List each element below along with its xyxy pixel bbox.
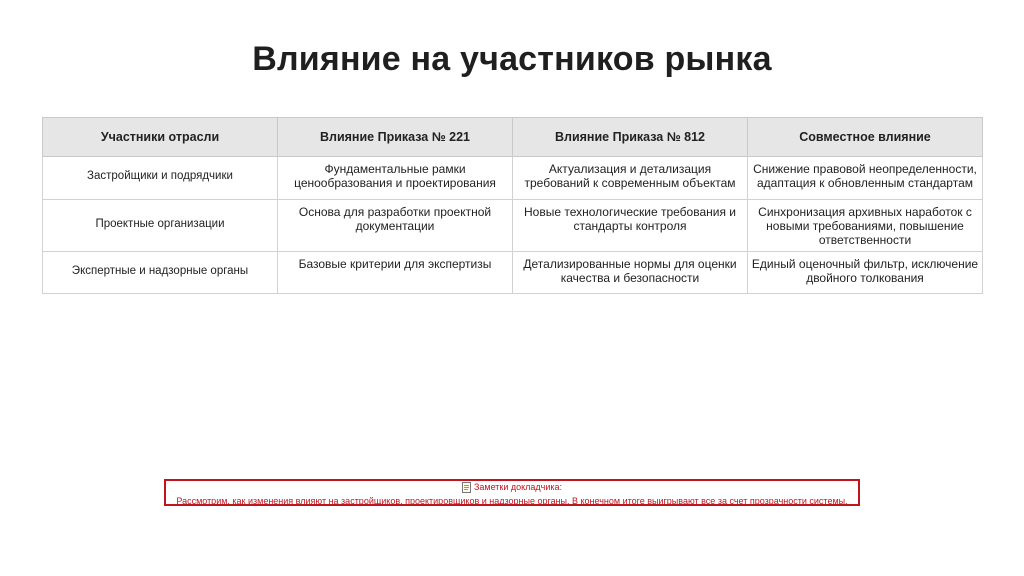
speaker-notes-text: Рассмотрим, как изменения влияют на застройщиков, проектировщиков и надзорные органы. В конечном итоге выигрывают все за счет прозрачности системы. xyxy=(176,496,848,506)
table-cell: Снижение правовой неопределенности, адаптация к обновленным стандартам xyxy=(748,157,983,200)
table-cell: Новые технологические требования и стандарты контроля xyxy=(513,200,748,252)
table-cell: Детализированные нормы для оценки качества и безопасности xyxy=(513,252,748,294)
table-cell: Застройщики и подрядчики xyxy=(43,157,278,200)
table-cell: Проектные организации xyxy=(43,200,278,252)
table-row xyxy=(43,157,983,200)
table-header-row xyxy=(43,118,983,157)
column-header-order-812: Влияние Приказа № 812 xyxy=(513,118,748,157)
table-cell: Экспертные и надзорные органы xyxy=(43,252,278,294)
table-cell: Основа для разработки проектной документации xyxy=(278,200,513,252)
impact-table xyxy=(42,117,983,294)
column-header-joint-impact: Совместное влияние xyxy=(748,118,983,157)
slide-title: Влияние на участников рынка xyxy=(252,40,772,78)
speaker-notes-label: Заметки докладчика: xyxy=(473,482,563,492)
notepad-icon xyxy=(462,482,471,493)
table-cell: Фундаментальные рамки ценообразования и проектирования xyxy=(278,157,513,200)
table-row xyxy=(43,200,983,252)
table-cell: Единый оценочный фильтр, исключение двойного толкования xyxy=(748,252,983,294)
speaker-notes-header xyxy=(462,482,562,493)
column-header-order-221: Влияние Приказа № 221 xyxy=(278,118,513,157)
column-header-participants: Участники отрасли xyxy=(43,118,278,157)
table-cell: Актуализация и детализация требований к современным объектам xyxy=(513,157,748,200)
table-row xyxy=(43,252,983,294)
table-cell: Синхронизация архивных наработок с новыми требованиями, повышение ответственности xyxy=(748,200,983,252)
speaker-notes-box xyxy=(164,479,860,506)
table-cell: Базовые критерии для экспертизы xyxy=(278,252,513,294)
